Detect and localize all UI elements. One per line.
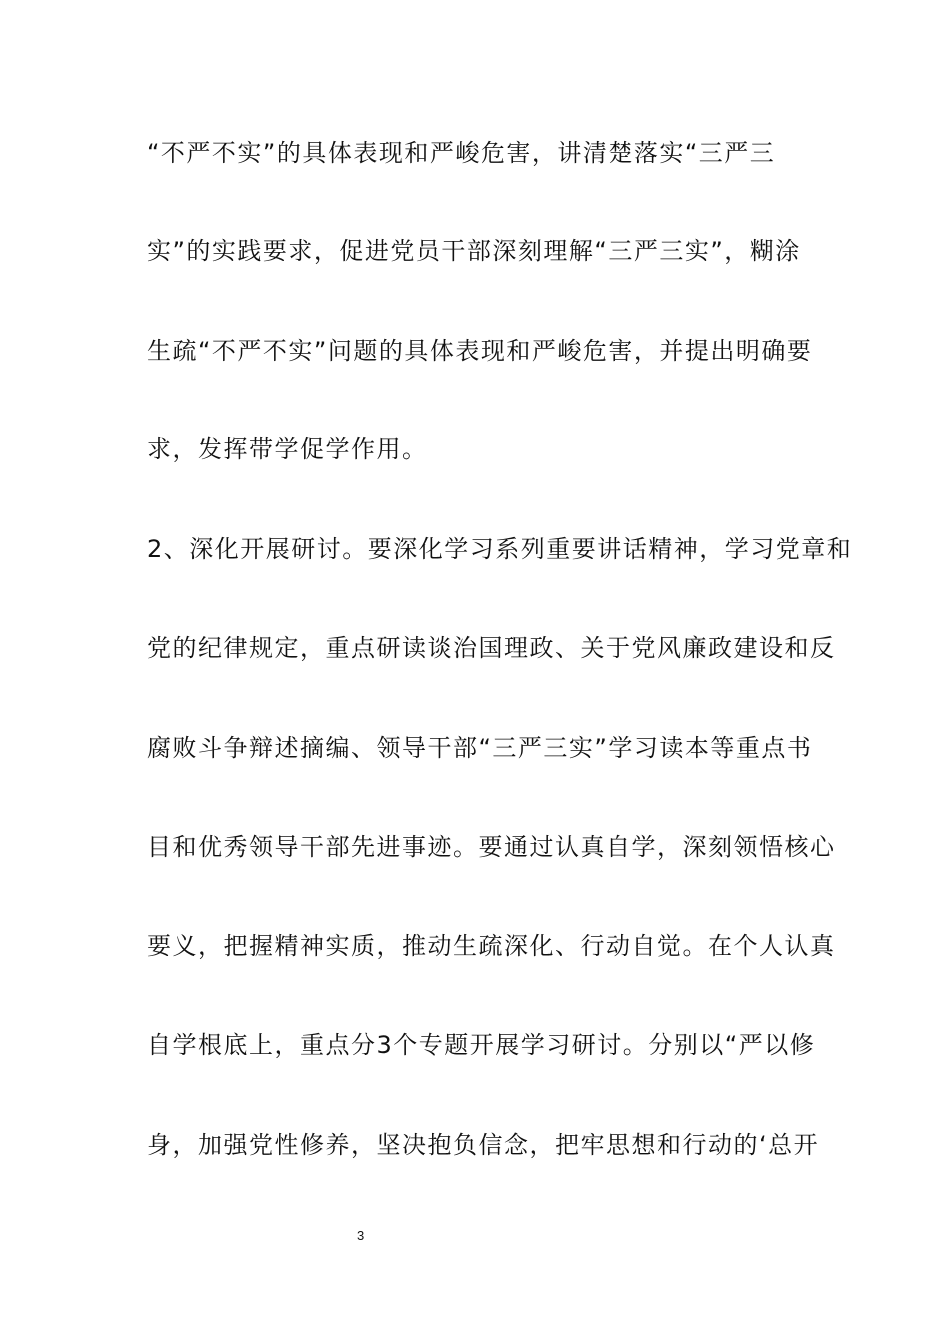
text-line: 党的纪律规定，重点研读谈治国理政、关于党风廉政建设和反 <box>147 634 836 662</box>
text-line: 腐败斗争辩述摘编、领导干部“三严三实”学习读本等重点书 <box>147 734 813 762</box>
text-line: 目和优秀领导干部先进事迹。要通过认真自学，深刻领悟核心 <box>147 833 836 861</box>
text-line: “不严不实”的具体表现和严峻危害，讲清楚落实“三严三 <box>147 139 776 167</box>
text-line: 生疏“不严不实”问题的具体表现和严峻危害，并提出明确要 <box>147 337 813 365</box>
text-line: 要义，把握精神实质，推动生疏深化、行动自觉。在个人认真 <box>147 932 836 960</box>
text-line: 自学根底上，重点分3个专题开展学习研讨。分别以“严以修 <box>147 1031 816 1059</box>
text-line: 求，发挥带学促学作用。 <box>147 435 428 463</box>
page-number: 3 <box>357 1228 365 1243</box>
text-line: 2、深化开展研讨。要深化学习系列重要讲话精神，学习党章和 <box>147 535 853 563</box>
text-line: 实”的实践要求，促进党员干部深刻理解“三严三实”，糊涂 <box>147 237 801 265</box>
text-line: 身，加强党性修养，坚决抱负信念，把牢思想和行动的‘总开 <box>147 1131 820 1159</box>
